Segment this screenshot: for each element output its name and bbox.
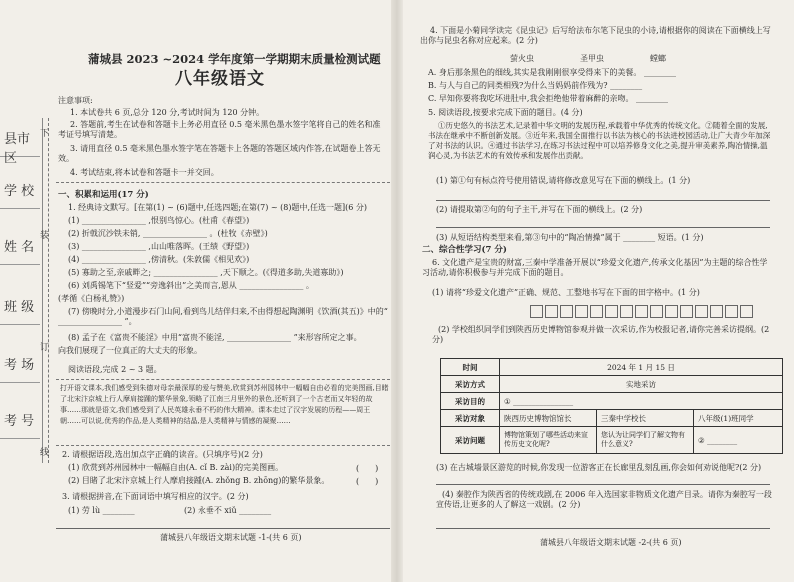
row-label-method: 采访方式: [441, 376, 500, 393]
q4-option-c: C. 早知你要将我吃坏进肚中,我会拒绝他带着麻醉的亲吻。 ________: [428, 94, 669, 103]
notes-divider: [56, 182, 390, 183]
q5-passage: ①历史悠久的书法艺术,记录着中华文明的发展历程,承载着中华优秀的传统文化。②随着全面的发展,书法在继承中不断创新发展。③近年来,我国全面推行以书法为核心的书法进校园活动,让广大青少年加深了对书法的认识。④通过书法学习,在练习书法过程中可以培养修身文化之美,提升审美素养,陶冶情操,温润心灵,为书法艺术的有效传承和发展作出贡献。: [428, 121, 771, 160]
question-4: 4. 下面是小菊同学读完《昆虫记》后写给法布尔笔下昆虫的小诗,请根据你的阅读在下面横线上写出你与昆虫名称对应起来。(2 分): [420, 26, 771, 45]
q2-line-2: (2) 目睹了北宋汴京城上行人摩肩接踵(A. zhǒng B. zhōng)的繁华景象。: [68, 476, 330, 485]
passage-bottom-rule: [56, 445, 390, 446]
left-footer: 蒲城县八年级语文期末试题 -1-(共 6 页): [160, 533, 302, 542]
question-cell-3[interactable]: ② ________: [694, 427, 783, 454]
note-1: 1. 本试卷共 6 页,总分 120 分,考试时间为 120 分钟。: [70, 108, 265, 117]
strip-label-district: 县市区: [4, 132, 31, 166]
q5-line-3: (3) 从短语结构类型来看,第③句中的“陶冶情操”属于 ________ 短语。(1 分): [436, 233, 704, 242]
q2-line-1: (1) 欣赏到苏州园林中一幅幅自由(A. cǐ B. zài)的完美图画。: [68, 463, 284, 472]
page-fold: [391, 0, 403, 582]
row-label-time: 时间: [441, 359, 500, 376]
strip-label-name: 姓 名: [4, 240, 35, 255]
interview-table: [440, 358, 783, 454]
reading-passage: 打开语文课本,我们感受到朱德对母亲最深厚的爱与赞美,欣赏到苏州园林中一幅幅自由必看的完美图画,目睹了北宋汴京城上行人摩肩接踵的繁华景象,领略了江南三月里外的景色,还听到了一个古老而又年轻的故事……那就是语文,我们感受到了人民英雄永垂不朽的伟大精神。课本走过了汉字发展的历程——周王朝……可以说,优秀的作品,是人类精神的结晶,是人类精神与情感的凝聚……: [60, 384, 389, 425]
row-value-time: 2024 年 1 月 15 日: [500, 359, 783, 376]
note-2: 2. 答题前,考生在试卷和答题卡上务必用直径 0.5 毫米黑色墨水签字笔将自己的姓名和准考证号填写清楚。: [58, 120, 381, 139]
binding-mark-2: 装: [40, 231, 50, 241]
reading-intro: 阅读语段,完成 2 ~ 3 题。: [68, 365, 162, 374]
row-label-questions: 采访问题: [441, 427, 500, 454]
q5-line-2: (2) 请提取第②句的句子主干,并写在下面的横线上。(2 分): [436, 205, 643, 214]
q1-line-7: (7) 傍晚时分,小道漫步石门山间,看到鸟儿结伴归来,不由得想起陶渊明《饮酒(其五)》中的“ ________________ ”。: [58, 307, 388, 326]
q6-part-2: (2) 学校组织同学们到陕西历史博物馆参观并做一次采访,作为校报记者,请你完善采访提纲。(2 分): [432, 325, 770, 344]
q5-line-1: (1) 第①句有标点符号使用错误,请将修改意见写在下面的横线上。(1 分): [436, 176, 691, 185]
left-footer-rule: [56, 528, 390, 529]
row-label-target: 采访对象: [441, 410, 500, 427]
question-3: 3. 请根据拼音,在下面词语中填写相应的汉字。(2 分): [62, 492, 249, 501]
binding-mark-1: 下: [40, 129, 50, 139]
row-label-purpose: 采访目的: [441, 393, 500, 410]
question-5: 5. 阅读语段,按要求完成下面的题目。(4 分): [428, 108, 583, 117]
q1-line-8-cont: 向我们展现了一位真正的大丈夫的形象。: [58, 346, 202, 355]
q5-answer-line-2: [436, 227, 770, 228]
q1-line-5: (5) 寡助之至,亲戚畔之; ________________ ,天下顺之。(《得道多助,失道寡助》): [68, 268, 344, 277]
strip-label-school: 学 校: [4, 184, 35, 199]
q1-line-3: (3) ________________ ,山山唯落晖。(王绩《野望》): [68, 242, 250, 251]
q6-part-3: (3) 在古城墙景区游览的时候,你发现一位游客正在长廊里乱刻乱画,你会如何劝说他呢?(2 分): [436, 463, 762, 472]
binding-strip: [0, 118, 43, 463]
q3-line-1: (1) 劳 lù ________: [68, 506, 135, 515]
strip-label-class: 班 级: [4, 300, 35, 315]
binding-line: [48, 118, 49, 463]
q3-line-2: (2) 永垂不 xiǔ ________: [184, 506, 272, 515]
question-1: 1. 经典诗文默写。[在第(1) ~ (6)题中,任选四题;在第(7) ~ (8)题中,任选一题](6 分): [68, 203, 367, 212]
passage-top-rule: [56, 379, 390, 380]
exam-subject: 八年级语文: [175, 69, 265, 89]
q5-answer-line-1: [436, 200, 770, 201]
q6-3-answer-line: [436, 484, 770, 485]
q1-line-2: (2) 折戟沉沙铁未销, ________________ 。(杜牧《赤壁》): [68, 229, 268, 238]
question-6: 6. 文化遗产是宝贵的财富,三秦中学准备开展以“珍爱文化遗产,传承文化基因”为主题的综合性学习活动,请你积极参与并完成下面的题目。: [422, 258, 768, 277]
insect-2: 圣甲虫: [580, 54, 604, 63]
question-2: 2. 请根据语段,选出加点字正确的读音。(只填序号)(2 分): [62, 450, 263, 459]
writing-grid[interactable]: [530, 303, 755, 322]
row-value-method: 实地采访: [500, 376, 783, 393]
strip-label-room: 考 场: [4, 358, 35, 373]
note-4: 4. 考试结束,将本试卷和答题卡一并交回。: [70, 168, 219, 177]
q2-answer-box-1: ( ): [356, 464, 379, 473]
row-value-purpose[interactable]: ① ________________: [500, 393, 783, 410]
q1-line-1: (1) ________________ ,恨别鸟惊心。(杜甫《春望》): [68, 216, 250, 225]
q1-line-4: (4) ________________ ,傍清秋。(朱敦儒《相见欢》): [68, 255, 250, 264]
insect-1: 萤火虫: [510, 54, 534, 63]
section-2-heading: 二、综合性学习(7 分): [422, 245, 507, 255]
q1-line-8: (8) 孟子在《富贵不能淫》中用“富贵不能淫, ________________ ”来形容所定之事。: [68, 333, 362, 342]
notes-heading: 注意事项:: [58, 96, 93, 105]
question-cell-2: 您认为让同学们了解文物有什么意义?: [597, 427, 694, 454]
exam-title: 蒲城县 2023 ~2024 学年度第一学期期末质量检测试题: [88, 52, 381, 66]
target-3: 八年级(1)班同学: [694, 410, 783, 427]
strip-label-number: 考 号: [4, 414, 35, 429]
q2-answer-box-2: ( ): [356, 477, 379, 486]
insect-3: 螳螂: [650, 54, 666, 63]
binding-mark-3: 订: [40, 343, 50, 353]
q6-4-answer-line: [436, 528, 770, 529]
q6-part-4: (4) 秦腔作为陕西省的传统戏剧,在 2006 年入选国家非物质文化遗产目录。请你为秦腔写一段宣传语,让更多的人了解这一戏剧。(2 分): [436, 490, 772, 509]
target-2: 三秦中学校长: [597, 410, 694, 427]
q4-option-a: A. 身后那条黑色的细线,其实是我刚刚很享受得来下的美餐。 ________: [428, 68, 676, 77]
right-footer: 蒲城县八年级语文期末试题 -2-(共 6 页): [540, 538, 682, 547]
q6-part-1: (1) 请将“珍爱文化遗产”正确、规范、工整地书写在下面的田字格中。(1 分): [432, 288, 700, 297]
binding-mark-4: 线: [40, 448, 50, 458]
section-1-heading: 一、积累和运用(17 分): [58, 190, 149, 200]
question-cell-1: 博物馆策划了哪些活动来宣传历史文化呢?: [500, 427, 597, 454]
target-1: 陕西历史博物馆馆长: [500, 410, 597, 427]
q1-line-6: (6) 刘禹锡笔下“竖爱”“旁逸斜出”之美而言,恩从 ________________ 。: [68, 281, 314, 290]
q4-option-b: B. 与人与自己的同类相残?为什么当妈妈前作残为? ________: [428, 81, 643, 90]
note-3: 3. 请用直径 0.5 毫米黑色墨水签字笔在答题卡上各题的答题区域内作答,在试题卷上答无效。: [58, 144, 381, 163]
q1-line-6-source: (孝循《白杨礼赞》): [58, 294, 125, 303]
